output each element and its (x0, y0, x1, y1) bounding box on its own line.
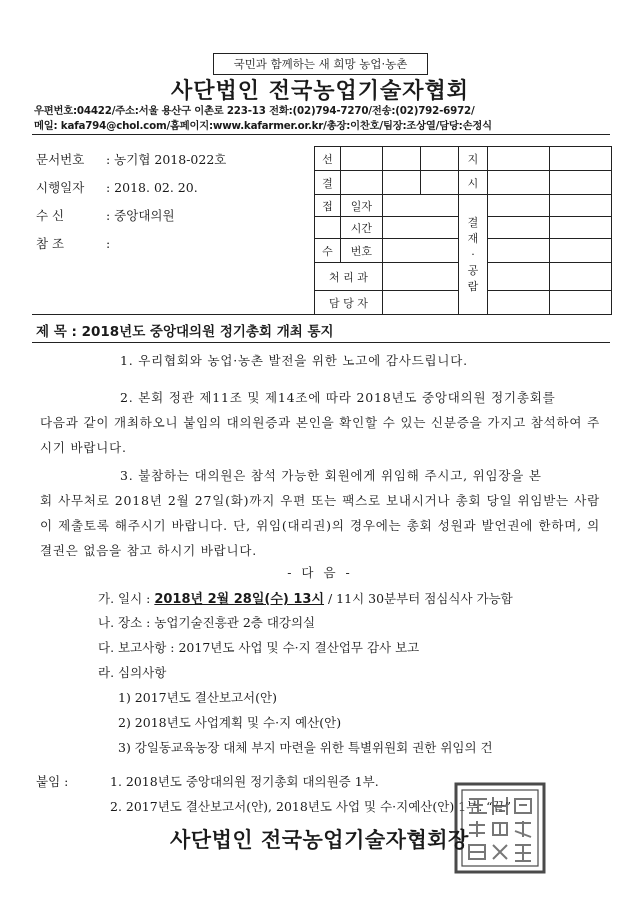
paragraph-3: 회 사무처로 2018년 2월 27일(화)까지 우편 또는 팩스로 보내시거나 총회 당일 위임받는 사람이 제출토록 해주시기 바랍니다. 단, 위임(대리권)의 경우에는 총회 성원과 발언권에 한하며, 의결권은 없음을 참고 하시기 바랍니다. (40, 493, 600, 558)
doc-number-label: 문서번호 (36, 152, 85, 167)
recipient-label: 수 신 (36, 208, 65, 223)
contact-line-2: 메일: kafa794@chol.com/홈페이지:www.kafarmer.or.kr/총장:이찬호/팀장:조상열/담당:손정식 (34, 120, 492, 132)
reference: : (106, 236, 111, 251)
cell-sigan: 시간 (340, 217, 382, 239)
slogan-box: 국민과 함께하는 새 희망 농업·농촌 (213, 53, 428, 75)
subject-top-divider (32, 314, 610, 315)
subject-bottom-divider (32, 342, 610, 343)
da-eum-heading: - 다 음 - (287, 565, 353, 580)
cell-gyeol: 결 (315, 171, 341, 195)
cell-seon: 선 (315, 147, 341, 171)
cell-su: 수 (315, 239, 341, 263)
paragraph-2-first-line: 2. 본회 정관 제11조 및 제14조에 따라 2018년도 중앙대의원 정기총회를 (120, 390, 556, 405)
recipient-row (36, 206, 175, 224)
item-place: 나. 장소 : 농업기술진흥관 2층 대강의실 (98, 615, 316, 630)
paragraph-3-first-line: 3. 불참하는 대의원은 참석 가능한 회원에게 위임해 주시고, 위임장을 본 (120, 468, 542, 483)
subject: 제 목 : 2018년도 중앙대의원 정기총회 개최 통지 (36, 324, 334, 340)
deliberation-item-2: 2) 2018년도 사업계획 및 수·지 예산(안) (118, 715, 342, 730)
cell-damdangja: 담 당 자 (315, 291, 383, 315)
cell-cheorigwa: 처 리 과 (315, 263, 383, 291)
cell-ji: 지 (458, 147, 488, 171)
item-datetime: 가. 일시 : 2018년 2월 28일(수) 13시 / 11시 30분부터 점심식사 가능함 (98, 591, 513, 607)
item-report: 다. 보고사항 : 2017년도 사업 및 수·지 결산업무 감사 보고 (98, 640, 420, 655)
paragraph-2: 다음과 같이 개최하오니 붙임의 대의원증과 본인을 확인할 수 있는 신분증을 가지고 참석하여 주시기 바랍니다. (40, 415, 600, 455)
issue-date: : 2018. 02. 20. (106, 180, 198, 195)
date-label: 시행일자 (36, 180, 85, 195)
contact-line-1: 우편번호:04422/주소:서울 용산구 이촌로 223-13 전화:(02)794-7270/전송:(02)792-6972/ (34, 105, 475, 117)
cell-gyeoljae-gongram: 결 재 · 공 람 (458, 195, 488, 315)
attachment-line-1: 1. 2018년도 중앙대의원 정기총회 대의원증 1부. (110, 774, 379, 789)
cell-jeop: 접 (315, 195, 341, 217)
header-divider (32, 134, 610, 135)
event-datetime: 2018년 2월 28일(수) 13시 (154, 592, 325, 607)
date-row (36, 178, 198, 196)
attachment-label: 붙임 : (36, 774, 69, 789)
deliberation-item-3: 3) 강일동교육농장 대체 부지 마련을 위한 특별위원회 권한 위임의 건 (118, 740, 493, 755)
approval-table (314, 146, 612, 315)
cell-si: 시 (458, 171, 488, 195)
org-title: 사단법인 전국농업기술자협회 (171, 79, 469, 104)
recipient: : 중앙대의원 (106, 208, 175, 223)
reference-label: 참 조 (36, 236, 65, 251)
doc-number-row (36, 150, 226, 168)
deliberation-item-1: 1) 2017년도 결산보고서(안) (118, 690, 277, 705)
cell-ilja: 일자 (340, 195, 382, 217)
item-deliberation: 라. 심의사항 (98, 665, 167, 680)
signature: 사단법인 전국농업기술자협회장 (170, 828, 469, 852)
cell-beonho: 번호 (340, 239, 382, 263)
doc-number: : 농기협 2018-022호 (106, 152, 227, 167)
attachment-line-2: 2. 2017년도 결산보고서(안), 2018년도 사업 및 수·지예산(안) 1부. “끝” (110, 799, 511, 814)
paragraph-1: 1. 우리협회와 농업·농촌 발전을 위한 노고에 감사드립니다. (120, 353, 468, 368)
reference-row (36, 234, 110, 252)
